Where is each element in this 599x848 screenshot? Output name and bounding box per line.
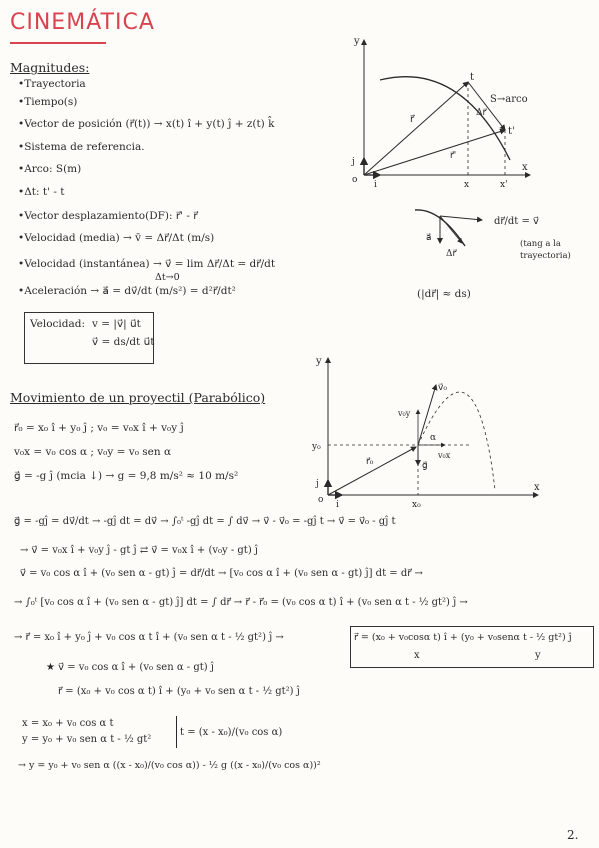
r-result-y: y	[535, 650, 541, 661]
p-y0-label: y₀	[312, 442, 321, 452]
diagram1-r: r⃗	[410, 114, 415, 125]
diagram1-origin: o	[352, 175, 358, 185]
p-g-label: g⃗	[422, 461, 428, 471]
derivation-line: r⃗ = (x₀ + v₀ cos α t) î + (y₀ + v₀ sen α t - ½ gt²) ĵ	[58, 686, 300, 697]
diagram2-note2: trayectoria)	[520, 251, 571, 261]
magnitude-item: •Sistema de referencia.	[18, 141, 145, 153]
trajectory-curve	[380, 77, 510, 160]
diagram2-delta-r: Δr⃗	[446, 249, 457, 259]
r-prime-vector	[364, 130, 505, 175]
derivation-line: → r⃗ = x₀ î + y₀ ĵ + v₀ cos α t î + (v₀ sen α t - ½ gt²) ĵ →	[14, 632, 284, 643]
p-v0x-label: v₀x	[438, 451, 451, 460]
derivation-line: v⃗ = v₀ cos α î + (v₀ sen α - gt) ĵ = dr⃗/dt → [v₀ cos α î + (v₀ sen α - gt) ĵ] dt = dr⃗ →	[20, 568, 423, 579]
diagram1-y-label: y	[354, 36, 360, 47]
magnitude-item: •Tiempo(s)	[18, 96, 78, 108]
page-number: 2.	[567, 828, 579, 842]
diagram1-s-label: S→arco	[490, 94, 528, 105]
trajectory-equation: → y = y₀ + v₀ sen α ((x - x₀)/(v₀ cos α)) - ½ g ((x - x₀)/(v₀ cos α))²	[18, 760, 321, 771]
p-x0-label: x₀	[412, 500, 421, 510]
projectile-line: g⃗ = -g ĵ (mcia ↓) → g = 9,8 m/s² ≈ 10 m/s²	[14, 470, 239, 482]
diagram1-x-prime-tick: x'	[500, 180, 508, 190]
diagram1-delta-r: Δr⃗	[476, 108, 487, 118]
r-result-expr: r⃗ = (x₀ + v₀cosα t) î + (y₀ + v₀senα t - ½ gt²) ĵ	[354, 632, 572, 643]
magnitude-item: •Velocidad (instantánea) → v⃗ = lim Δr⃗/Δt = dr⃗/dt	[18, 258, 276, 270]
lim-subscript: Δt→0	[155, 272, 180, 283]
x-equation: x = x₀ + v₀ cos α t	[22, 718, 114, 729]
magnitude-item: •Trayectoria	[18, 78, 86, 90]
diagram1-j: j	[352, 157, 355, 167]
derivation-line: → ∫₀ᵗ [v₀ cos α î + (v₀ sen α - gt) ĵ] dt = ∫ dr⃗ → r⃗ - r⃗₀ = (v₀ cos α t) î + (v₀ sen α t - ½ gt²) ĵ →	[14, 597, 468, 608]
magnitude-item: •Δt: t' - t	[18, 186, 65, 198]
projectile-line: r⃗₀ = x₀ î + y₀ ĵ ; v₀ = v₀x î + v₀y ĵ	[14, 422, 184, 434]
derivation-line: → v⃗ = v₀x î + v₀y ĵ - gt ĵ ⇄ v⃗ = v₀x î + (v₀y - gt) ĵ	[20, 545, 258, 556]
magnitude-item: •Vector de posición (r⃗(t)) → x(t) î + y(t) ĵ + z(t) k̂	[18, 118, 275, 130]
tangent-vector	[440, 216, 482, 220]
p-y-label: y	[316, 356, 322, 367]
p-x-label: x	[534, 482, 540, 493]
magnitude-item: •Arco: S(m)	[18, 163, 82, 175]
p-j-label: j	[316, 479, 319, 489]
r-vector	[364, 82, 468, 175]
p-v0-label: v⃗₀	[438, 383, 447, 393]
tangent-diagram	[410, 198, 590, 278]
velocity-box-label: Velocidad:	[30, 318, 85, 330]
magnitude-item: •Velocidad (media) → v̄ = Δr⃗/Δt (m/s)	[18, 232, 215, 244]
diagram2-a: a⃗	[426, 233, 432, 243]
page-title: CINEMÁTICA	[10, 10, 155, 35]
velocity-box-line2: v⃗ = ds/dt u⃗t	[92, 336, 155, 348]
projectile-header: Movimiento de un proyectil (Parabólico)	[10, 390, 266, 405]
y-equation: y = y₀ + v₀ sen α t - ½ gt²	[22, 734, 152, 745]
diagram1-x-label: x	[522, 162, 528, 173]
diagram1-r-prime: r⃗'	[450, 151, 457, 161]
diagram2-note1: (tang a la	[520, 239, 561, 249]
magnitudes-header: Magnitudes:	[10, 60, 90, 75]
p-i-label: i	[336, 500, 339, 510]
derivation-line: ★ v⃗ = v₀ cos α î + (v₀ sen α - gt) ĵ	[46, 662, 214, 673]
p-alpha-label: α	[430, 433, 437, 443]
diagram1-t-prime: t'	[508, 126, 515, 137]
p-r0-vector	[328, 447, 416, 495]
diagram1-t: t	[470, 72, 475, 83]
trajectory-diagram	[340, 30, 540, 190]
projectile-diagram	[310, 350, 550, 510]
derivation-line: g⃗ = -gĵ = dv⃗/dt → -gĵ dt = dv⃗ → ∫₀ᵗ -gĵ dt = ∫ dv⃗ → v⃗ - v⃗₀ = -gĵ t → v⃗ = v⃗₀ - gĵ t	[14, 516, 396, 527]
approx-note: (|dr⃗| ≈ ds)	[417, 288, 471, 300]
r-result-x: x	[414, 650, 420, 661]
equations-brace	[172, 716, 177, 748]
velocity-box-line1: v = |v⃗| u⃗t	[92, 318, 141, 330]
diagram2-dr-eq: dr⃗/dt = v⃗	[494, 216, 539, 227]
projectile-line: v₀x = v₀ cos α ; v₀y = v₀ sen α	[14, 446, 172, 458]
p-r0-label: r⃗₀	[366, 457, 374, 467]
diagram1-i: i	[374, 180, 377, 190]
title-underline	[10, 42, 106, 44]
p-v0y-label: v₀y	[398, 409, 411, 418]
delta-r-vector2	[440, 216, 462, 243]
magnitude-item: •Aceleración → a⃗ = dv⃗/dt (m/s²) = d²r⃗/dt²	[18, 285, 236, 297]
magnitude-item: •Vector desplazamiento(DF): r⃗' - r⃗	[18, 210, 198, 222]
diagram1-x-tick: x	[464, 180, 470, 190]
t-equation: t = (x - x₀)/(v₀ cos α)	[180, 727, 283, 738]
p-origin: o	[318, 495, 324, 505]
